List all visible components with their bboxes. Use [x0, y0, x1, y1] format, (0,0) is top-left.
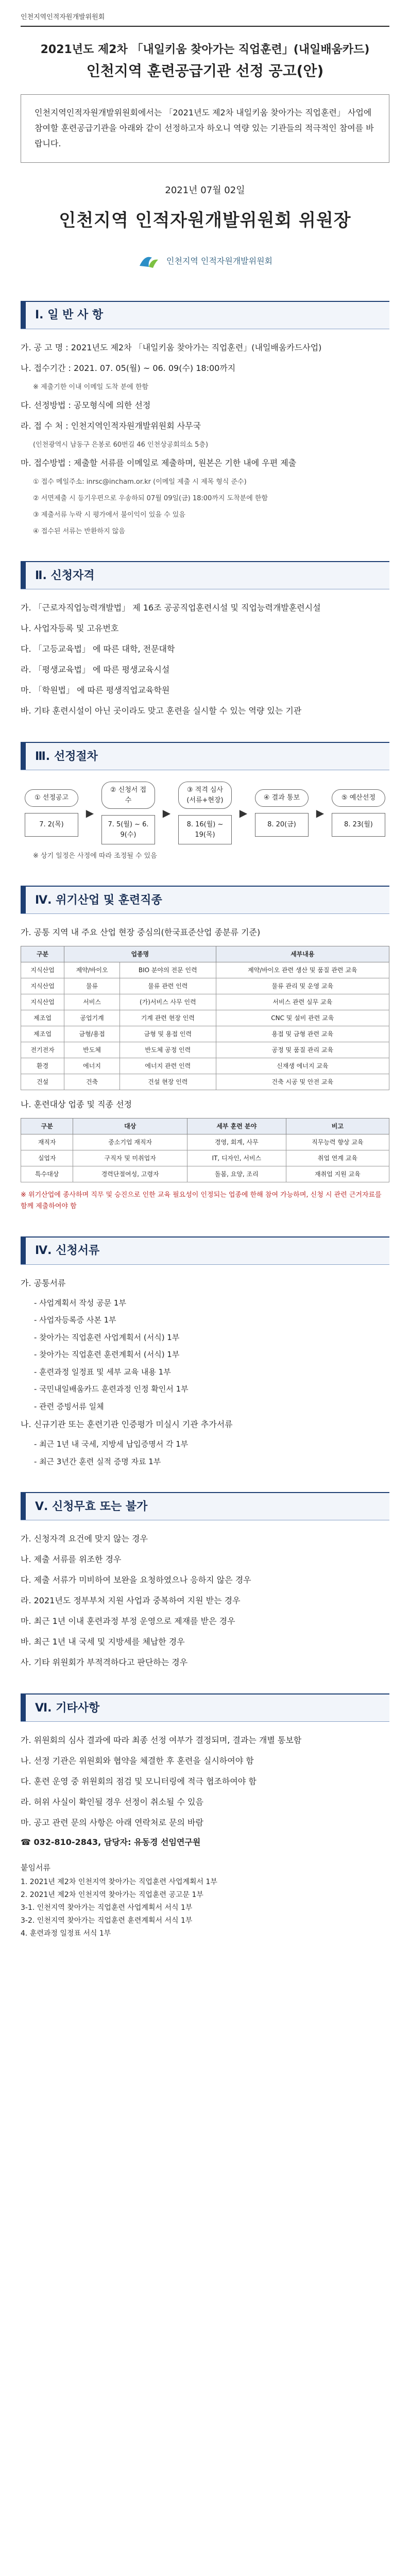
table-row — [21, 1166, 389, 1182]
arrow-right-icon: ▶ — [86, 807, 94, 820]
invalid-item: 나. 제출 서류를 위조한 경우 — [21, 1554, 122, 1565]
procedure-step — [174, 782, 236, 844]
logo-icon — [138, 252, 160, 270]
logo-text: 인천지역 인적자원개발위원회 — [166, 256, 272, 266]
documents-group-label: 가. 공통서류 — [21, 1278, 66, 1288]
table-cell: 용접 및 금형 관련 교육 — [216, 1026, 389, 1042]
contact-info: ☎ 032-810-2843, 담당자: 유동경 선임연구원 — [21, 1837, 201, 1848]
document-item: - 사업계획서 작성 공문 1부 — [34, 1298, 126, 1308]
industries-sub: 나. 훈련대상 업종 및 직종 선정 — [21, 1099, 132, 1110]
procedure-step — [21, 789, 82, 837]
table-cell: 건설 — [21, 1074, 64, 1090]
table-header-row — [21, 946, 389, 962]
org-header: 인천지역인적자원개발위원회 — [21, 12, 389, 27]
procedure-flow — [21, 782, 389, 844]
table-row — [21, 994, 389, 1010]
table-row — [21, 1058, 389, 1074]
section-eligibility — [21, 561, 389, 589]
general-item: 다. 선정방법 : 공모형식에 의한 선정 — [21, 400, 151, 410]
eligibility-item: 나. 사업자등록 및 고유번호 — [21, 623, 119, 634]
document-item: - 훈련과정 일정표 및 세부 교육 내용 1부 — [34, 1367, 171, 1377]
etc-item: 라. 허위 사실이 확인될 경우 선정이 취소될 수 있음 — [21, 1797, 203, 1807]
invalid-item: 마. 최근 1년 이내 훈련과정 부정 운영으로 제재를 받은 경우 — [21, 1616, 235, 1626]
table-cell: 서비스 — [64, 994, 120, 1010]
section-etc — [21, 1693, 389, 1722]
general-note: (인천광역시 남동구 은봉로 60번길 46 인천상공회의소 5층) — [33, 440, 209, 449]
table-cell: (가)서비스 사무 인력 — [120, 994, 216, 1010]
section-title: Ⅰ. 일 반 사 항 — [35, 309, 104, 322]
table-row — [21, 1042, 389, 1058]
table-cell: 제조업 — [21, 1010, 64, 1026]
invalid-item: 사. 기타 위원회가 부적격하다고 판단하는 경우 — [21, 1657, 188, 1668]
documents-group-label: 나. 신규기관 또는 훈련기관 인증평가 미실시 기관 추가서류 — [21, 1419, 233, 1430]
table-cell: 제조업 — [21, 1026, 64, 1042]
procedure-note: ※ 상기 일정은 사정에 따라 조정될 수 있음 — [33, 852, 157, 860]
table-cell: 구직자 및 미취업자 — [73, 1150, 187, 1166]
section-bar — [21, 1493, 26, 1520]
table-header-row — [21, 1118, 389, 1134]
table-cell: 서비스 관련 실무 교육 — [216, 994, 389, 1010]
general-item: 마. 접수방법 : 제출할 서류를 이메일로 제출하며, 원본은 기한 내에 우편 제출 — [21, 457, 297, 468]
eligibility-item: 가. 「근로자직업능력개발법」 제 16조 공공직업훈련시설 및 직업능력개발훈련시설 — [21, 603, 321, 613]
table-cell: 중소기업 재직자 — [73, 1134, 187, 1150]
step-date: 7. 5(월) ~ 6. 9(수) — [101, 815, 155, 844]
attachment-item: 2. 2021년 제2차 인천지역 찾아가는 직업훈련 공고문 1부 — [21, 1890, 203, 1899]
step-label: ⑤ 예산선정 — [332, 789, 385, 807]
eligibility-item: 다. 「고등교육법」 에 따른 대학, 전문대학 — [21, 644, 175, 654]
table-header: 비고 — [286, 1118, 389, 1134]
industries-warning: ※ 위기산업에 종사하며 직무 및 승진으로 인한 교육 필요성이 인정되는 업종에 한해 참여 가능하며, 신청 시 관련 근거자료를 함께 제출하여야 함 — [21, 1191, 382, 1211]
issuer-name: 인천지역 인적자원개발위원회 위원장 — [59, 210, 351, 231]
section-general — [21, 301, 389, 329]
section-bar — [21, 743, 26, 770]
table-cell: BIO 분야의 전문 인력 — [120, 962, 216, 978]
step-label: ④ 결과 통보 — [255, 789, 309, 807]
general-item: 라. 접 수 처 : 인천지역인적자원개발위원회 사무국 — [21, 420, 201, 431]
general-item: 가. 공 고 명 : 2021년도 제2차 「내일키움 찾아가는 직업훈련」(내일배움카드사업) — [21, 342, 322, 352]
table-cell: 제약/바이오 관련 생산 및 품질 관련 교육 — [216, 962, 389, 978]
attachment-item: 3-1. 인천지역 찾아가는 직업훈련 사업계획서 서식 1부 — [21, 1903, 193, 1912]
document-item: - 국민내일배움카드 훈련과정 인정 확인서 1부 — [34, 1384, 189, 1394]
section-title: Ⅴ. 신청무효 또는 불가 — [35, 1500, 148, 1513]
table-cell: 반도체 — [64, 1042, 120, 1058]
attachment-item: 1. 2021년 제2차 인천지역 찾아가는 직업훈련 사업계획서 1부 — [21, 1877, 217, 1886]
attachment-item: 4. 훈련과정 일정표 서식 1부 — [21, 1929, 111, 1938]
table-row — [21, 1134, 389, 1150]
table-cell: 에너지 — [64, 1058, 120, 1074]
table-header: 구분 — [21, 946, 64, 962]
table-cell: 에너지 관련 인력 — [120, 1058, 216, 1074]
procedure-step — [97, 782, 159, 844]
general-note: ① 접수 메일주소: inrsc@incham.or.kr (이메일 제출 시 제목 형식 준수) — [33, 478, 247, 486]
logo — [21, 252, 389, 270]
general-note: ② 서면제출 시 등기우편으로 우송하되 07월 09일(금) 18:00까지 도착분에 한함 — [33, 494, 268, 502]
table-row — [21, 1026, 389, 1042]
section-title: Ⅳ. 신청서류 — [35, 1244, 100, 1258]
general-note: ③ 제출서류 누락 시 평가에서 불이익이 있을 수 있음 — [33, 511, 185, 519]
table-row — [21, 962, 389, 978]
step-label: ② 신청서 접수 — [101, 782, 155, 809]
etc-item: 마. 공고 관련 문의 사항은 아래 연락처로 문의 바람 — [21, 1818, 203, 1828]
table-header: 세부 훈련 분야 — [187, 1118, 286, 1134]
table-header: 세부내용 — [216, 946, 389, 962]
table-cell: 공정 및 품질 관리 교육 — [216, 1042, 389, 1058]
section-title: Ⅱ. 신청자격 — [35, 569, 95, 582]
general-note: ④ 접수된 서류는 반환하지 않음 — [33, 528, 125, 536]
table-row — [21, 1074, 389, 1090]
general-item: 나. 접수기간 : 2021. 07. 05(월) ~ 06. 09(수) 18:00까지 — [21, 363, 236, 373]
table-cell: 신재생 에너지 교육 — [216, 1058, 389, 1074]
table-cell: 물류 관련 인력 — [120, 978, 216, 994]
section-bar — [21, 1694, 26, 1721]
intro-text: 인천지역인적자원개발위원회에서는 「2021년도 제2차 내일키움 찾아가는 직업훈련」 사업에 참여할 훈련공급기관을 아래와 같이 선정하고자 하오니 역량 있는 기관들의 적극적인 참여를 바랍니다. — [35, 107, 374, 149]
table-cell: 금형/용접 — [64, 1026, 120, 1042]
arrow-right-icon: ▶ — [162, 807, 171, 820]
step-label: ③ 적격 심사 (서류+현장) — [178, 782, 232, 809]
table-cell: 물류 관리 및 운영 교육 — [216, 978, 389, 994]
table-cell: 지식산업 — [21, 962, 64, 978]
table-row — [21, 1150, 389, 1166]
general-note: ※ 제출기한 이내 이메일 도착 분에 한함 — [33, 383, 149, 391]
step-date: 7. 2(목) — [25, 813, 78, 837]
invalid-item: 다. 제출 서류가 미비하여 보완을 요청하였으나 응하지 않은 경우 — [21, 1575, 251, 1585]
section-title: Ⅲ. 선정절차 — [35, 750, 98, 763]
document-item: - 관련 증빙서류 일체 — [34, 1401, 104, 1411]
table-cell: 경력단절여성, 고령자 — [73, 1166, 187, 1182]
table-header: 구분 — [21, 1118, 73, 1134]
invalid-item: 가. 신청자격 요건에 맞지 않는 경우 — [21, 1534, 148, 1544]
eligibility-item: 마. 「학원법」 에 따른 평생직업교육학원 — [21, 685, 170, 696]
targets-table — [21, 1118, 389, 1182]
industries-table — [21, 946, 389, 1090]
table-cell: 직무능력 향상 교육 — [286, 1134, 389, 1150]
etc-item: 나. 선정 기관은 위원회와 협약을 체결한 후 훈련을 실시하여야 함 — [21, 1756, 254, 1766]
table-cell: 물류 — [64, 978, 120, 994]
document-item: - 사업자등록증 사본 1부 — [34, 1315, 116, 1325]
section-bar — [21, 302, 26, 329]
arrow-right-icon: ▶ — [316, 807, 324, 820]
table-cell: 취업 연계 교육 — [286, 1150, 389, 1166]
notice-subtitle: 2021년도 제2차 「내일키움 찾아가는 직업훈련」(내일배움카드) — [40, 43, 370, 56]
invalid-item: 바. 최근 1년 내 국세 및 지방세를 체납한 경우 — [21, 1637, 185, 1647]
table-cell: 기계 관련 현장 인력 — [120, 1010, 216, 1026]
table-cell: 돌봄, 요양, 조리 — [187, 1166, 286, 1182]
table-cell: 전기전자 — [21, 1042, 64, 1058]
table-header: 업종명 — [64, 946, 216, 962]
intro-box — [21, 94, 389, 163]
etc-item: 다. 훈련 운영 중 위원회의 점검 및 모니터링에 적극 협조하여야 함 — [21, 1776, 257, 1787]
table-cell: 반도체 공정 인력 — [120, 1042, 216, 1058]
table-cell: 건축 — [64, 1074, 120, 1090]
table-cell: 지식산업 — [21, 978, 64, 994]
table-cell: 특수대상 — [21, 1166, 73, 1182]
notice-title: 인천지역 훈련공급기관 선정 공고(안) — [86, 62, 324, 79]
table-cell: IT, 디자인, 서비스 — [187, 1150, 286, 1166]
step-date: 8. 20(금) — [255, 813, 309, 837]
procedure-step — [251, 789, 313, 837]
section-industries — [21, 886, 389, 914]
table-cell: 재직자 — [21, 1134, 73, 1150]
table-cell: 환경 — [21, 1058, 64, 1074]
section-title: Ⅵ. 기타사항 — [35, 1701, 100, 1715]
table-cell: 건설 현장 인력 — [120, 1074, 216, 1090]
step-label: ① 선정공고 — [25, 789, 78, 807]
arrow-right-icon: ▶ — [239, 807, 248, 820]
eligibility-item: 바. 기타 훈련시설이 아닌 곳이라도 맞고 훈련을 실시할 수 있는 역량 있는 기관 — [21, 706, 302, 716]
document-item: - 찾아가는 직업훈련 훈련계획서 (서식) 1부 — [34, 1350, 180, 1360]
document-item: - 찾아가는 직업훈련 사업계획서 (서식) 1부 — [34, 1332, 180, 1342]
etc-item: 가. 위원회의 심사 결과에 따라 최종 선정 여부가 결정되며, 결과는 개별 통보함 — [21, 1735, 302, 1745]
table-cell: 재취업 지원 교육 — [286, 1166, 389, 1182]
table-cell: 지식산업 — [21, 994, 64, 1010]
document-item: - 최근 3년간 훈련 실적 증명 자료 1부 — [34, 1456, 161, 1466]
section-documents — [21, 1236, 389, 1265]
section-invalid — [21, 1492, 389, 1520]
industries-intro: 가. 공통 지역 내 주요 산업 현장 중심의(한국표준산업 종분류 기준) — [21, 927, 261, 938]
procedure-step — [328, 789, 389, 837]
table-cell: 공업기계 — [64, 1010, 120, 1026]
table-row — [21, 1010, 389, 1026]
table-header: 대상 — [73, 1118, 187, 1134]
section-bar — [21, 1238, 26, 1264]
section-bar — [21, 887, 26, 913]
table-cell: 경영, 회계, 사무 — [187, 1134, 286, 1150]
notice-date: 2021년 07월 02일 — [165, 184, 245, 196]
eligibility-item: 라. 「평생교육법」 에 따른 평생교육시설 — [21, 665, 170, 675]
document-item: - 최근 1년 내 국세, 지방세 납입증명서 각 1부 — [34, 1439, 189, 1449]
table-cell: 제약/바이오 — [64, 962, 120, 978]
table-cell: 실업자 — [21, 1150, 73, 1166]
section-procedure — [21, 742, 389, 770]
table-cell: CNC 및 설비 관련 교육 — [216, 1010, 389, 1026]
attachment-item: 3-2. 인천지역 찾아가는 직업훈련 훈련계획서 서식 1부 — [21, 1916, 193, 1925]
step-date: 8. 23(월) — [332, 813, 385, 837]
table-cell: 건축 시공 및 안전 교육 — [216, 1074, 389, 1090]
invalid-item: 라. 2021년도 정부부처 지원 사업과 중복하여 지원 받는 경우 — [21, 1596, 241, 1606]
table-row — [21, 978, 389, 994]
section-title: Ⅳ. 위기산업 및 훈련직종 — [35, 893, 162, 907]
attachments-title: 붙임서류 — [21, 1863, 50, 1873]
table-cell: 금형 및 용접 인력 — [120, 1026, 216, 1042]
step-date: 8. 16(월) ~ 19(목) — [178, 815, 232, 844]
section-bar — [21, 562, 26, 589]
